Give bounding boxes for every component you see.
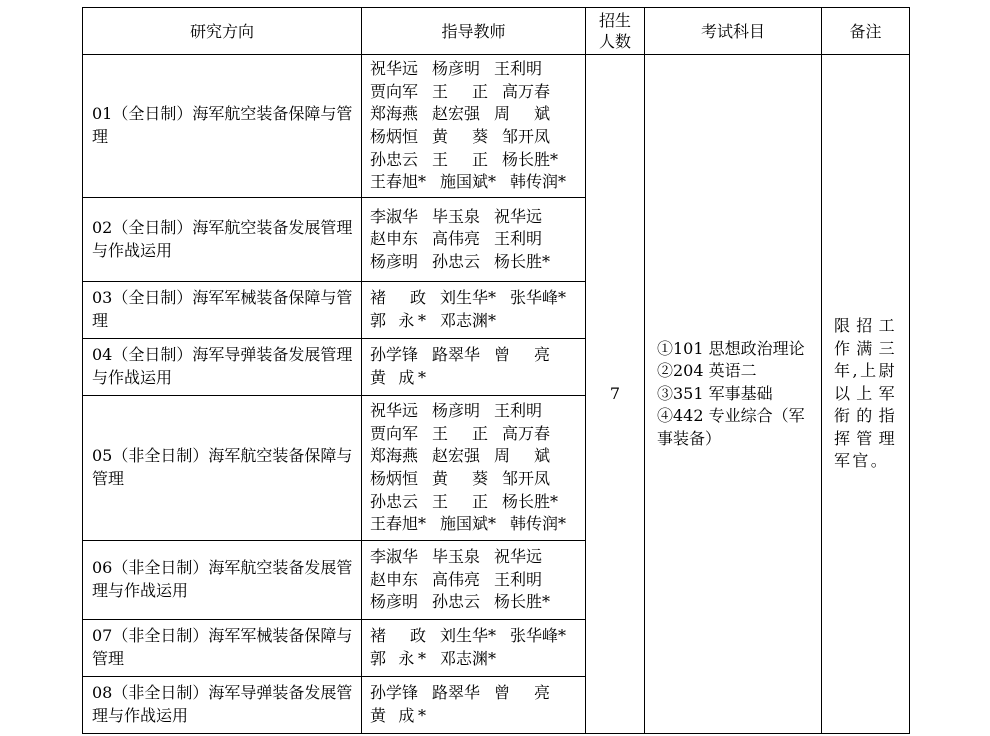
teacher-name: 高伟亮 — [432, 569, 481, 589]
teachers-cell — [362, 198, 586, 282]
teacher-name: 路翠华 — [432, 345, 481, 365]
teacher-name: 毕玉泉 — [432, 206, 481, 226]
teacher-name: 郭 永* — [370, 649, 426, 668]
direction-cell: 06（非全日制）海军航空装备发展管理与作战运用 — [83, 541, 362, 620]
teacher-name: 王利明 — [494, 229, 543, 249]
teachers-cell — [362, 282, 586, 339]
teacher-name: 孙忠云 — [370, 149, 419, 169]
teacher-name: 邓志渊* — [440, 311, 497, 330]
subject-item: ④442 专业综合（军事装备） — [657, 406, 805, 448]
teacher-name: 张华峰* — [510, 626, 567, 646]
teacher-name: 杨长胜* — [502, 491, 559, 511]
teacher-name: 杨长胜* — [494, 251, 551, 271]
teacher-name: 王 正 — [432, 491, 489, 511]
teacher-line — [370, 126, 577, 149]
teacher-name: 杨长胜* — [494, 592, 551, 612]
teacher-line — [370, 445, 577, 468]
teacher-name: 祝华远 — [370, 401, 419, 421]
teacher-name: 施国斌* — [440, 172, 497, 192]
teacher-name: 王利明 — [494, 569, 543, 589]
teacher-name: 李淑华 — [370, 547, 419, 567]
direction-cell: 01（全日制）海军航空装备保障与管理 — [83, 55, 362, 198]
teacher-name: 祝华远 — [370, 59, 419, 79]
teacher-line — [370, 423, 577, 446]
note-cell: 限招工作满三年,上尉以上军衔的指挥管理军官。 — [822, 55, 910, 734]
teacher-name: 韩传润* — [510, 172, 567, 192]
teacher-name: 周 斌 — [494, 446, 551, 466]
teacher-name: 邹开凤 — [502, 127, 551, 146]
header-enroll: 招生 人数 — [586, 8, 645, 55]
teacher-name: 赵申东 — [370, 229, 419, 249]
enroll-count: 7 — [586, 55, 645, 734]
teacher-name: 孙学锋 — [370, 345, 419, 365]
teacher-line — [370, 228, 577, 251]
header-notes: 备注 — [822, 8, 910, 55]
teacher-name: 周 斌 — [494, 104, 551, 124]
teacher-line — [370, 648, 577, 671]
teacher-name: 黄 葵 — [432, 127, 489, 146]
program-table — [82, 7, 910, 734]
direction-cell: 04（全日制）海军导弹装备发展管理与作战运用 — [83, 339, 362, 396]
teacher-name: 王利明 — [494, 59, 543, 79]
teacher-line — [370, 310, 577, 333]
teacher-line — [370, 569, 577, 592]
teacher-name: 孙忠云 — [432, 592, 481, 612]
teacher-line — [370, 251, 577, 274]
teacher-name: 孙忠云 — [432, 251, 481, 271]
teacher-name: 贾向军 — [370, 423, 419, 443]
teacher-line — [370, 149, 577, 172]
teacher-name: 赵宏强 — [432, 446, 481, 466]
subject-item: ②204 英语二 — [657, 361, 757, 381]
teacher-name: 杨彦明 — [370, 251, 419, 271]
teacher-name: 孙学锋 — [370, 683, 419, 703]
teacher-name: 杨炳恒 — [370, 469, 419, 488]
teacher-name: 褚 政 — [370, 288, 426, 308]
teacher-name: 王 正 — [432, 81, 489, 101]
teacher-line — [370, 81, 577, 104]
exam-subjects — [645, 55, 822, 734]
teacher-line — [370, 513, 577, 536]
header-subjects: 考试科目 — [645, 8, 822, 55]
teacher-name: 赵宏强 — [432, 104, 481, 124]
teacher-name: 祝华远 — [494, 206, 543, 226]
teacher-name: 郑海燕 — [370, 104, 419, 124]
teacher-name: 邓志渊* — [440, 649, 497, 668]
teachers-cell — [362, 339, 586, 396]
teacher-line — [370, 171, 577, 194]
teacher-name: 刘生华* — [440, 288, 497, 308]
teacher-name: 王春旭* — [370, 172, 427, 192]
direction-cell: 02（全日制）海军航空装备发展管理与作战运用 — [83, 198, 362, 282]
teacher-name: 杨长胜* — [502, 149, 559, 169]
teacher-name: 张华峰* — [510, 288, 567, 308]
teacher-name: 黄 葵 — [432, 469, 489, 488]
teacher-name: 郑海燕 — [370, 446, 419, 466]
teacher-name: 郭 永* — [370, 311, 426, 330]
teacher-name: 毕玉泉 — [432, 547, 481, 567]
teacher-name: 贾向军 — [370, 81, 419, 101]
teacher-line — [370, 367, 577, 390]
direction-cell: 03（全日制）海军军械装备保障与管理 — [83, 282, 362, 339]
header-teachers: 指导教师 — [362, 8, 586, 55]
teacher-line — [370, 58, 577, 81]
teacher-name: 韩传润* — [510, 514, 567, 534]
teachers-cell — [362, 396, 586, 541]
teacher-name: 曾 亮 — [494, 683, 551, 703]
teacher-name: 王 正 — [432, 149, 489, 169]
header-direction: 研究方向 — [83, 8, 362, 55]
direction-cell: 07（非全日制）海军军械装备保障与管理 — [83, 620, 362, 677]
teacher-name: 孙忠云 — [370, 491, 419, 511]
teacher-line — [370, 491, 577, 514]
teacher-line — [370, 400, 577, 423]
teacher-name: 高万春 — [502, 423, 551, 443]
teacher-line — [370, 682, 577, 705]
teacher-name: 路翠华 — [432, 683, 481, 703]
teacher-line — [370, 468, 577, 491]
teacher-name: 施国斌* — [440, 514, 497, 534]
teacher-name: 高伟亮 — [432, 229, 481, 249]
teacher-line — [370, 591, 577, 614]
teacher-name: 杨彦明 — [370, 592, 419, 612]
teachers-cell — [362, 620, 586, 677]
teacher-name: 杨彦明 — [432, 401, 481, 421]
teachers-cell — [362, 55, 586, 198]
teacher-name: 王 正 — [432, 423, 489, 443]
header-row — [83, 8, 910, 55]
teacher-line — [370, 705, 577, 728]
teacher-line — [370, 625, 577, 648]
teacher-name: 黄 成* — [370, 706, 426, 725]
teacher-name: 杨彦明 — [432, 59, 481, 79]
direction-cell: 05（非全日制）海军航空装备保障与管理 — [83, 396, 362, 541]
table-row — [83, 55, 910, 198]
teacher-line — [370, 103, 577, 126]
teacher-line — [370, 287, 577, 310]
teacher-name: 王利明 — [494, 401, 543, 421]
teacher-name: 李淑华 — [370, 206, 419, 226]
teacher-name: 赵申东 — [370, 569, 419, 589]
teacher-name: 刘生华* — [440, 626, 497, 646]
subject-item: ①101 思想政治理论 — [657, 338, 805, 358]
teacher-name: 黄 成* — [370, 368, 426, 387]
teacher-name: 祝华远 — [494, 547, 543, 567]
teachers-cell — [362, 541, 586, 620]
teacher-name: 高万春 — [502, 81, 551, 101]
teacher-name: 杨炳恒 — [370, 127, 419, 146]
teachers-cell — [362, 677, 586, 734]
teacher-name: 褚 政 — [370, 626, 426, 646]
direction-cell: 08（非全日制）海军导弹装备发展管理与作战运用 — [83, 677, 362, 734]
teacher-line — [370, 546, 577, 569]
teacher-line — [370, 206, 577, 229]
teacher-name: 王春旭* — [370, 514, 427, 534]
teacher-line — [370, 344, 577, 367]
teacher-name: 曾 亮 — [494, 345, 551, 365]
teacher-name: 邹开凤 — [502, 469, 551, 488]
subject-item: ③351 军事基础 — [657, 383, 773, 403]
